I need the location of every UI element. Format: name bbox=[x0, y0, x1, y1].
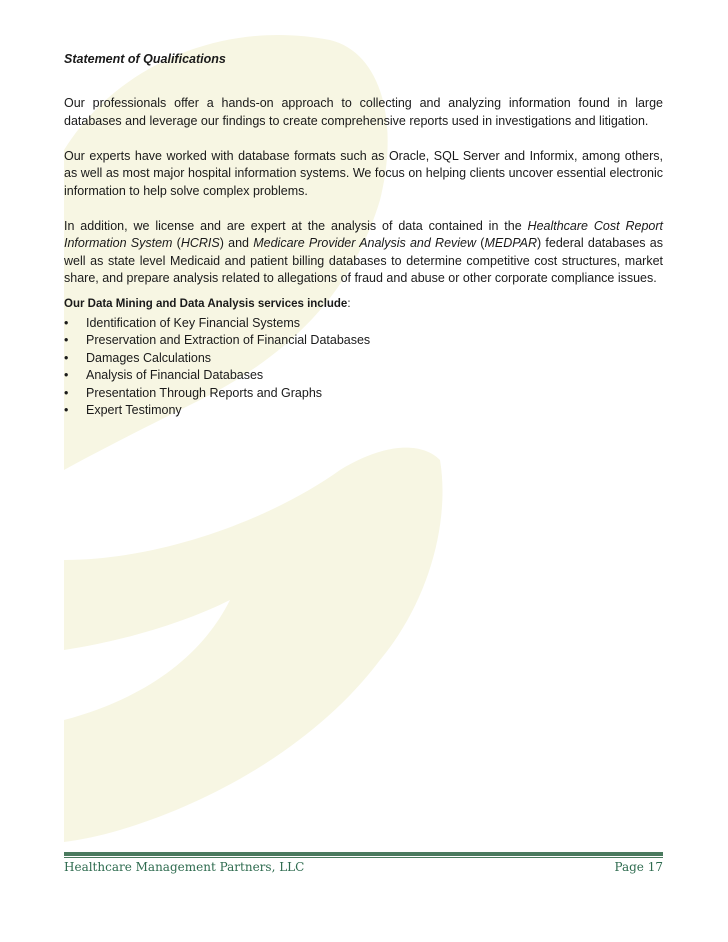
footer-company-name: Healthcare Management Partners, LLC bbox=[64, 860, 305, 874]
services-heading-colon: : bbox=[347, 297, 351, 310]
list-item bbox=[64, 332, 663, 350]
hcris-full-name: Healthcare Cost Report Information System bbox=[64, 218, 663, 250]
service-label: Preservation and Extraction of Financial Databases bbox=[86, 333, 371, 347]
services-heading bbox=[64, 297, 663, 312]
paragraph-3-text-2: ( bbox=[172, 236, 181, 250]
medpar-full-name: Medicare Provider Analysis and Review bbox=[253, 236, 477, 250]
footer-page-number: Page 17 bbox=[614, 860, 663, 874]
bullet-icon: • bbox=[64, 368, 69, 382]
bullet-icon: • bbox=[64, 403, 69, 417]
paragraph-3-text-5: ) federal databases as well as state level Medicaid and patient billing databases to determine competitive cost structures, market share, and prepare analysis related to allegations of fraud and abuse or other corporate compliance issues. bbox=[64, 236, 663, 285]
list-item bbox=[64, 385, 663, 403]
footer-divider-thin bbox=[64, 857, 663, 858]
paragraph-2: Our experts have worked with database formats such as Oracle, SQL Server and Informix, among others, as well as most major hospital information systems. We focus on helping clients uncover essential electronic information to help solve complex problems. bbox=[64, 148, 663, 198]
medpar-acronym: MEDPAR bbox=[484, 236, 538, 250]
service-label: Presentation Through Reports and Graphs bbox=[86, 385, 323, 400]
bullet-icon: • bbox=[64, 350, 69, 365]
paragraph-1: Our professionals offer a hands-on approach to collecting and analyzing information found in large databases and leverage our findings to create comprehensive reports used in investigations and litigation. bbox=[64, 96, 663, 128]
service-label: Expert Testimony bbox=[86, 403, 182, 417]
body-text bbox=[64, 95, 663, 420]
services-heading-text: Our Data Mining and Data Analysis services include bbox=[64, 297, 348, 310]
list-item bbox=[64, 315, 663, 333]
bullet-icon: • bbox=[64, 333, 69, 347]
paragraph-3-text-3: ) and bbox=[219, 236, 254, 250]
paragraph-3 bbox=[64, 218, 663, 288]
services-list bbox=[64, 315, 663, 420]
bullet-icon: • bbox=[64, 385, 69, 400]
hcris-acronym: HCRIS bbox=[180, 236, 220, 250]
paragraph-3-text-1: In addition, we license and are expert at the analysis of data contained in the bbox=[64, 218, 528, 233]
list-item bbox=[64, 402, 663, 420]
service-label: Damages Calculations bbox=[86, 350, 212, 365]
service-label: Analysis of Financial Databases bbox=[86, 368, 264, 382]
page-title: Statement of Qualifications bbox=[64, 52, 226, 66]
service-label: Identification of Key Financial Systems bbox=[86, 315, 300, 330]
list-item bbox=[64, 350, 663, 368]
paragraph-3-text-4: ( bbox=[476, 236, 485, 250]
bullet-icon: • bbox=[64, 315, 69, 330]
footer-divider bbox=[64, 852, 663, 856]
list-item bbox=[64, 367, 663, 385]
